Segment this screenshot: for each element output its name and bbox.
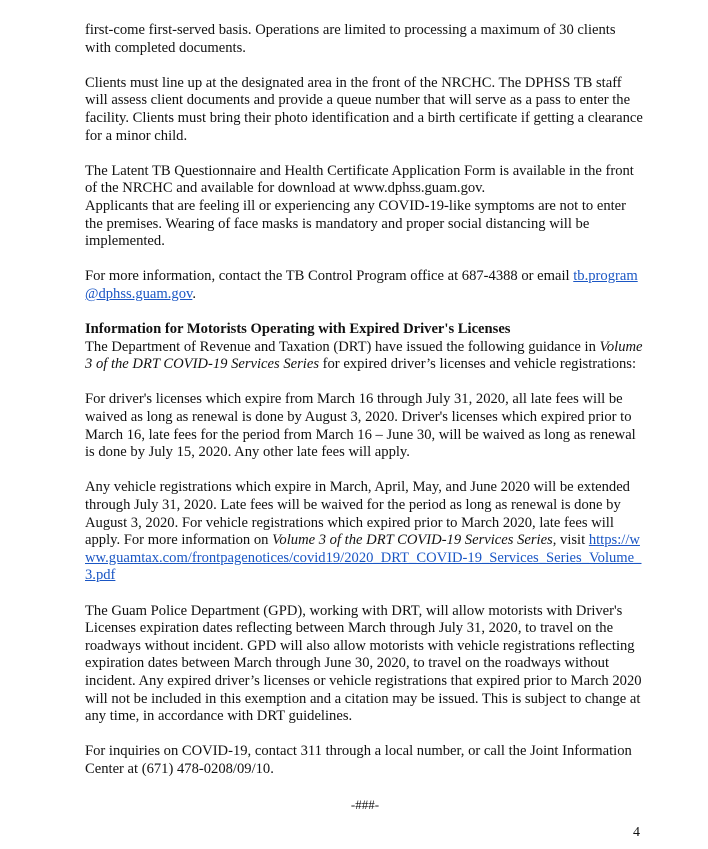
- paragraph-line-up: Clients must line up at the designated area in the front of the NRCHC. The DPHSS TB staff will assess client documents and provide a queue number that will serve as a pass to enter the facility. Clients must bring their photo identification and a birth certificate if getting a clearance for a minor child.: [85, 74, 643, 144]
- end-mark: -###-: [350, 797, 380, 813]
- drt-series-title: Volume 3 of the DRT COVID-19 Services Series: [272, 532, 553, 549]
- tb-email-link[interactable]: tb.program@dphss.guam.gov: [85, 268, 638, 302]
- visit-text: , visit: [552, 532, 589, 549]
- period: .: [192, 285, 197, 302]
- drt-guidance-text: The Department of Revenue and Taxation (DRT) have issued the following guidance in: [85, 338, 600, 355]
- tb-contact-text: For more information, contact the TB Control Program office at 687-4388 or email: [85, 268, 574, 285]
- page-number: 4: [633, 825, 640, 840]
- paragraph-drivers-licenses: For driver's licenses which expire from March 16 through July 31, 2020, all late fees will be waived as long as renewal is done by August 3, 2020. Driver's licenses which expired prior to March 16, late fees for the period from March 16 – June 30, will be waived as long as renewal is done by July 15, 2020. Any other late fees will apply.: [85, 391, 636, 461]
- section-heading: Information for Motorists Operating with Expired Driver's Licenses: [85, 321, 511, 338]
- drt-series-title: Volume 3 of the DRT COVID-19 Services Series: [85, 338, 643, 373]
- paragraph-covid-symptoms: Applicants that are feeling ill or experiencing any COVID-19-like symptoms are not to enter the premises. Wearing of face masks is mandatory and proper social distancing will be implemented.: [85, 197, 627, 250]
- paragraph-tb-contact: [85, 268, 645, 303]
- vehicle-registration-text: Any vehicle registrations which expire in March, April, May, and June 2020 will be extended through July 31, 2020. Late fees will be waived for the period as long as renewal is done by August 3, 2020. For vehicle registrations which expired prior to March 2020, late fees will apply. For more information on: [85, 479, 630, 549]
- paragraph-gpd: The Guam Police Department (GPD), working with DRT, will allow motorists with Driver's Licenses expiration dates reflecting between March through July 31, 2020, to travel on the roadways without incident. GPD will also allow motorists with vehicle registrations reflecting expiration dates between March through June 30, 2020, to travel on the roadways without incident. Any expired driver’s licenses or vehicle registrations that expired prior to March 2020 will not be included in this exemption and a citation may be issued. This is subject to change at any time, in accordance with DRT guidelines.: [85, 602, 642, 725]
- drt-guidance-text-end: for expired driver’s licenses and vehicle registrations:: [319, 356, 637, 373]
- document-page: [85, 22, 645, 814]
- paragraph-form-availability: The Latent TB Questionnaire and Health Certificate Application Form is available in the front of the NRCHC and available for download at www.dphss.guam.gov.: [85, 162, 634, 197]
- section-motorists: [85, 321, 645, 374]
- paragraph-inquiries: For inquiries on COVID-19, contact 311 through a local number, or call the Joint Information Center at (671) 478-0208/09/10.: [85, 743, 632, 777]
- paragraph-operations-limit: first-come first-served basis. Operations are limited to processing a maximum of 30 clients with completed documents.: [85, 22, 616, 56]
- paragraph-vehicle-registrations: [85, 479, 645, 585]
- guamtax-pdf-link[interactable]: https://www.guamtax.com/frontpagenotices/covid19/2020_DRT_COVID-19_Services_Series_Volume_3.pdf: [85, 532, 642, 584]
